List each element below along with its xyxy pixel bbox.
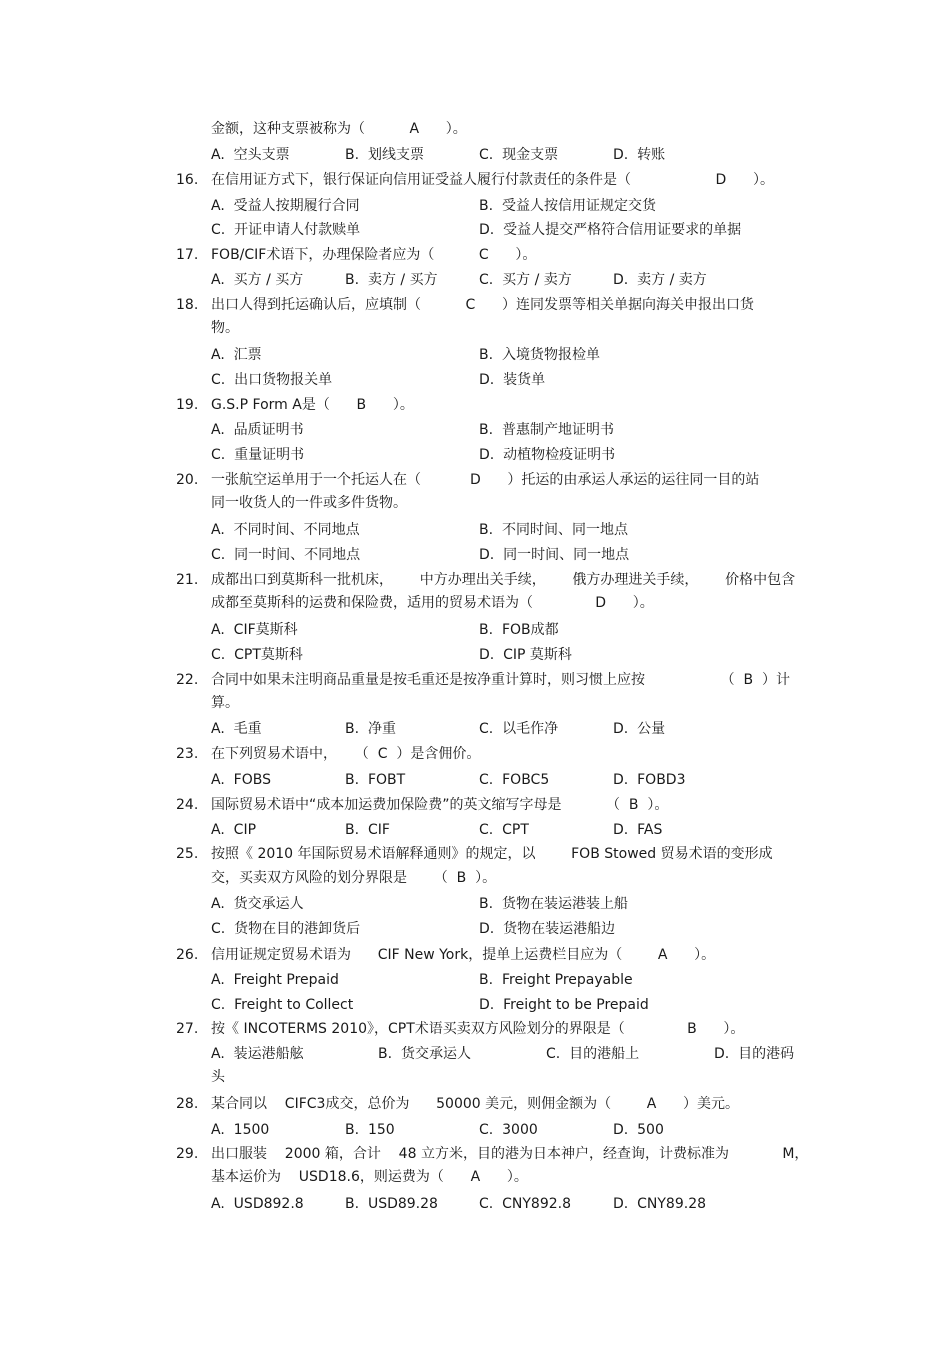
answer-option: B. 划线支票 — [345, 147, 424, 163]
answer-option: C. 买方 / 卖方 — [479, 272, 572, 288]
question-text: 在下列贸易术语中， （ C ）是含佣价。 — [211, 746, 481, 762]
answer-option: B. 净重 — [345, 721, 396, 737]
answer-option: A. 汇票 — [211, 347, 262, 363]
question-text: 基本运价为 USD18.6，则运费为（ A ）。 — [211, 1169, 528, 1185]
question-text: 国际贸易术语中“成本加运费加保险费”的英文缩写字母是 （ B ）。 — [211, 797, 669, 813]
answer-option: B. Freight Prepayable — [479, 972, 633, 988]
answer-option: C. 重量证明书 — [211, 447, 305, 463]
options-row — [0, 196, 950, 216]
answer-option: A. 毛重 — [211, 721, 262, 737]
question-text: 出口人得到托运确认后，应填制（ C ）连同发票等相关单据向海关申报出口货 — [211, 297, 754, 313]
answer-option: C. CNY892.8 — [479, 1196, 572, 1212]
question-line — [0, 844, 950, 864]
answer-option: D. Freight to be Prepaid — [479, 997, 649, 1013]
options-row — [0, 970, 950, 990]
answer-option: B. FOBT — [345, 772, 406, 788]
answer-option: B. 150 — [345, 1122, 395, 1138]
options-row — [0, 145, 950, 165]
question-number: 20. — [176, 472, 199, 488]
answer-option: D. 同一时间、同一地点 — [479, 547, 630, 563]
answer-option: D. FAS — [613, 822, 663, 838]
question-line — [0, 795, 950, 815]
question-text: 某合同以 CIFC3成交，总价为 50000 美元，则佣金额为（ A ）美元。 — [211, 1096, 740, 1112]
answer-option: D. CIP 莫斯科 — [479, 647, 572, 663]
question-line — [0, 170, 950, 190]
question-number: 16. — [176, 172, 199, 188]
options-row — [0, 220, 950, 240]
question-line — [0, 1144, 950, 1164]
question-line — [0, 318, 950, 338]
question-text: 一张航空运单用于一个托运人在（ D ）托运的由承运人承运的运往同一目的站 — [211, 472, 760, 488]
question-line — [0, 945, 950, 965]
answer-option: C. 以毛作净 — [479, 721, 559, 737]
question-line — [0, 493, 950, 513]
options-row — [0, 995, 950, 1015]
answer-option: B. 货物在装运港装上船 — [479, 896, 628, 912]
answer-option: B. FOB成都 — [479, 622, 559, 638]
options-row — [0, 445, 950, 465]
answer-option: B. 货交承运人 — [378, 1046, 471, 1062]
answer-option: C. FOBC5 — [479, 772, 550, 788]
question-text: G.S.P Form A是（ B ）。 — [211, 397, 414, 413]
question-number: 19. — [176, 397, 199, 413]
question-text: 算。 — [211, 695, 239, 711]
options-row — [0, 1120, 950, 1140]
answer-option: A. FOBS — [211, 772, 271, 788]
answer-option: C. Freight to Collect — [211, 997, 354, 1013]
options-row — [0, 919, 950, 939]
answer-option: D. 货物在装运港船边 — [479, 921, 616, 937]
answer-option: A. 空头支票 — [211, 147, 290, 163]
options-row — [0, 420, 950, 440]
answer-option: B. CIF — [345, 822, 390, 838]
options-row — [0, 520, 950, 540]
options-row — [0, 345, 950, 365]
question-line — [0, 693, 950, 713]
answer-option: A. CIP — [211, 822, 257, 838]
answer-option: A. 装运港船舷 — [211, 1046, 304, 1062]
answer-option: C. 目的港船上 — [546, 1046, 640, 1062]
answer-option: A. CIF莫斯科 — [211, 622, 298, 638]
answer-option: C. 同一时间、不同地点 — [211, 547, 361, 563]
answer-option: D. 受益人提交严格符合信用证要求的单据 — [479, 222, 742, 238]
answer-option: A. 买方 / 买方 — [211, 272, 304, 288]
answer-option: A. 货交承运人 — [211, 896, 304, 912]
answer-option: D. FOBD3 — [613, 772, 686, 788]
answer-option: C. 出口货物报关单 — [211, 372, 333, 388]
answer-option: A. 品质证明书 — [211, 422, 304, 438]
options-row — [0, 1194, 950, 1214]
question-line — [0, 119, 950, 139]
answer-option: D. CNY89.28 — [613, 1196, 707, 1212]
question-number: 23. — [176, 746, 199, 762]
answer-option: B. 卖方 / 买方 — [345, 272, 438, 288]
question-text: 合同中如果未注明商品重量是按毛重还是按净重计算时，则习惯上应按 （ B ）计 — [211, 672, 791, 688]
question-line — [0, 295, 950, 315]
question-number: 24. — [176, 797, 199, 813]
options-row — [0, 1044, 950, 1064]
question-text: FOB/CIF术语下，办理保险者应为（ C ）。 — [211, 247, 537, 263]
answer-option: D. 公量 — [613, 721, 666, 737]
question-text: 头 — [211, 1069, 225, 1085]
options-row — [0, 820, 950, 840]
options-row — [0, 620, 950, 640]
question-number: 22. — [176, 672, 199, 688]
question-line — [0, 1067, 950, 1087]
options-row — [0, 719, 950, 739]
question-line — [0, 470, 950, 490]
answer-option: D. 转账 — [613, 147, 666, 163]
answer-option: D. 卖方 / 卖方 — [613, 272, 707, 288]
question-number: 29. — [176, 1146, 199, 1162]
question-text: 交，买卖双方风险的划分界限是 （ B ）。 — [211, 870, 497, 886]
answer-option: A. USD892.8 — [211, 1196, 304, 1212]
question-text: 按照《 2010 年国际贸易术语解释通则》的规定，以 FOB Stowed 贸易术语的变形成 — [211, 846, 773, 862]
answer-option: B. USD89.28 — [345, 1196, 438, 1212]
answer-option: C. 开证申请人付款赎单 — [211, 222, 361, 238]
question-number: 21. — [176, 572, 199, 588]
question-number: 28. — [176, 1096, 199, 1112]
question-line — [0, 1094, 950, 1114]
question-number: 26. — [176, 947, 199, 963]
answer-option: B. 入境货物报检单 — [479, 347, 600, 363]
answer-option: A. 受益人按期履行合同 — [211, 198, 360, 214]
question-number: 25. — [176, 846, 199, 862]
question-line — [0, 868, 950, 888]
question-line — [0, 1167, 950, 1187]
question-text: 按《 INCOTERMS 2010》，CPT术语买卖双方风险划分的界限是（ B ）。 — [211, 1021, 745, 1037]
question-text: 物。 — [211, 320, 239, 336]
question-line — [0, 744, 950, 764]
options-row — [0, 645, 950, 665]
question-line — [0, 593, 950, 613]
question-line — [0, 395, 950, 415]
question-text: 同一收货人的一件或多件货物。 — [211, 495, 407, 511]
answer-option: A. 不同时间、不同地点 — [211, 522, 360, 538]
question-line — [0, 670, 950, 690]
question-text: 在信用证方式下，银行保证向信用证受益人履行付款责任的条件是（ D ）。 — [211, 172, 775, 188]
question-text: 出口服装 2000 箱，合计 48 立方米，目的港为日本神户，经查询，计费标准为 M， — [211, 1146, 809, 1162]
question-line — [0, 245, 950, 265]
answer-option: A. Freight Prepaid — [211, 972, 339, 988]
answer-option: D. 目的港码 — [714, 1046, 795, 1062]
question-text: 成都出口到莫斯科一批机床， 中方办理出关手续， 俄方办理进关手续， 价格中包含 — [211, 572, 796, 588]
answer-option: D. 装货单 — [479, 372, 546, 388]
question-text: 成都至莫斯科的运费和保险费，适用的贸易术语为（ D ）。 — [211, 595, 654, 611]
options-row — [0, 770, 950, 790]
answer-option: B. 不同时间、同一地点 — [479, 522, 628, 538]
options-row — [0, 894, 950, 914]
options-row — [0, 545, 950, 565]
question-text: 信用证规定贸易术语为 CIF New York，提单上运费栏目应为（ A ）。 — [211, 947, 716, 963]
answer-option: C. 货物在目的港卸货后 — [211, 921, 361, 937]
answer-option: A. 1500 — [211, 1122, 270, 1138]
answer-option: B. 受益人按信用证规定交货 — [479, 198, 656, 214]
question-text: 金额，这种支票被称为（ A ）。 — [211, 121, 467, 137]
question-number: 18. — [176, 297, 199, 313]
question-line — [0, 1019, 950, 1039]
answer-option: C. CPT莫斯科 — [211, 647, 303, 663]
answer-option: D. 动植物检疫证明书 — [479, 447, 616, 463]
answer-option: D. 500 — [613, 1122, 664, 1138]
question-number: 17. — [176, 247, 199, 263]
options-row — [0, 270, 950, 290]
question-number: 27. — [176, 1021, 199, 1037]
question-line — [0, 570, 950, 590]
answer-option: C. CPT — [479, 822, 529, 838]
answer-option: C. 现金支票 — [479, 147, 559, 163]
options-row — [0, 370, 950, 390]
answer-option: B. 普惠制产地证明书 — [479, 422, 614, 438]
answer-option: C. 3000 — [479, 1122, 538, 1138]
